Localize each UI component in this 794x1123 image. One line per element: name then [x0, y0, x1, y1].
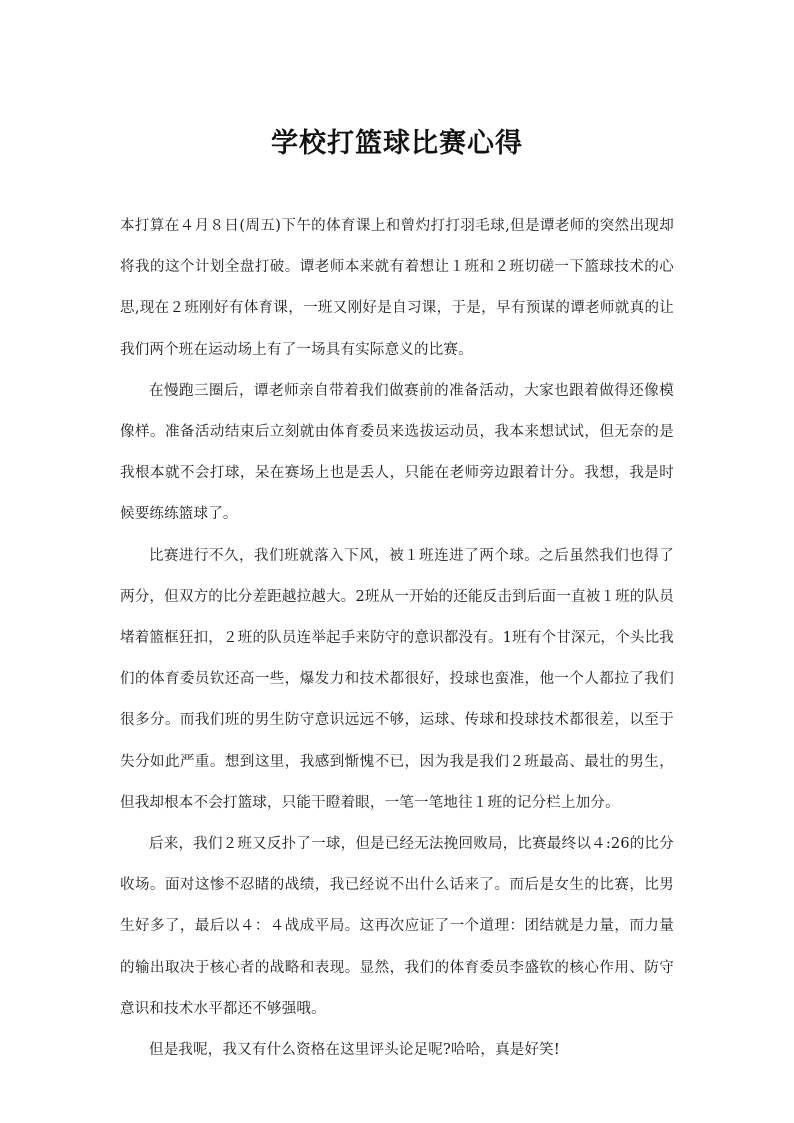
paragraph-2: 在慢跑三圈后，谭老师亲自带着我们做赛前的准备活动，大家也跟着做得还像模像样。准备活动结束后立刻就由体育委员来选拔运动员，我本来想试试，但无奈的是我根本就不会打球，呆在赛场上也是丢人，只能在老师旁边跟着计分。我想，我是时候要练练篮球了。 — [120, 382, 674, 523]
paragraph-5: 但是我呢，我又有什么资格在这里评头论足呢?哈哈，真是好笑! — [149, 1042, 560, 1059]
paragraph-4: 后来，我们２班又反扑了一球，但是已经无法挽回败局，比赛最终以４:26的比分收场。面对这惨不忍睹的战绩，我已经说不出什么话来了。而后是女生的比赛，比男生好多了，最后以４：４战成平局。这再次应证了一个道理：团结就是力量，而力量的输出取决于核心者的战略和表现。显然，我们的体育委员李盛钦的核心作用、防守意识和技术水平都还不够强哦。 — [120, 836, 674, 1017]
document-title: 学校打篮球比赛心得 — [271, 128, 523, 159]
paragraph-3: 比赛进行不久，我们班就落入下风，被１班连进了两个球。之后虽然我们也得了两分，但双方的比分差距越拉越大。2班从一开始的还能反击到后面一直被１班的队员堵着篮框狂扣，２班的队员连举起手来防守的意识都没有。1班有个甘深元，个头比我们的体育委员钦还高一些，爆发力和技术都很好，投球也蛮准，他一个人都拉了我们很多分。而我们班的男生防守意识远远不够，运球、传球和投球技术都很差，以至于失分如此严重。想到这里，我感到惭愧不已，因为我是我们２班最高、最壮的男生，但我却根本不会打篮球，只能干瞪着眼，一笔一笔地往１班的记分栏上加分。 — [120, 547, 674, 811]
paragraph-1: 本打算在４月８日(周五)下午的体育课上和曾灼打打羽毛球,但是谭老师的突然出现却将我的这个计划全盘打破。谭老师本来就有着想让１班和２班切磋一下篮球技术的心思,现在２班刚好有体育课，一班又刚好是自习课，于是，早有预谋的谭老师就真的让我们两个班在运动场上有了一场具有实际意义的比赛。 — [120, 218, 674, 358]
